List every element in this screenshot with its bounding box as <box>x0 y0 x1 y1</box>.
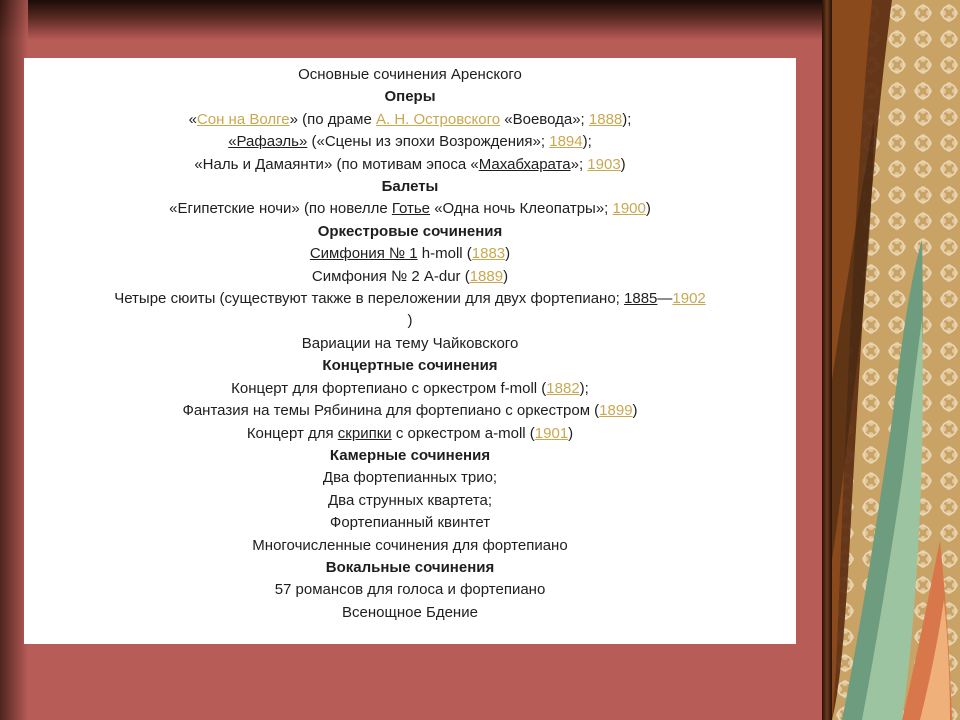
list-item: Вариации на тему Чайковского <box>301 334 519 352</box>
link-symphony-1[interactable]: Симфония № 1 <box>309 245 418 263</box>
link-year-1885[interactable]: 1885 <box>624 290 658 308</box>
list-item: «Рафаэль» («Сцены из эпохи Возрождения»; 1894); <box>228 133 592 151</box>
list-item: 57 романсов для голоса и фортепиано <box>274 581 546 599</box>
link-year-1902[interactable]: 1902 <box>672 290 706 308</box>
list-item: Фортепианный квинтет <box>329 514 491 532</box>
list-item: «Сон на Волге» (по драме А. Н. Островского «Воевода»; 1888); <box>188 110 632 128</box>
slide-title: Основные сочинения Аренского <box>298 66 522 83</box>
link-year[interactable]: 1903 <box>587 155 621 173</box>
list-item: Четыре сюиты (существуют также в переложении для двух фортепиано; 1885—1902 ) <box>114 290 706 330</box>
link-rafael[interactable]: «Рафаэль» <box>228 133 308 151</box>
list-item: Фантазия на темы Рябинина для фортепиано с оркестром (1899) <box>182 402 638 420</box>
list-item: «Наль и Дамаянти» (по мотивам эпоса «Махабхарата»; 1903) <box>194 155 626 173</box>
decorative-side-panel <box>832 0 960 720</box>
link-son-na-volge[interactable]: Сон на Волге <box>196 110 290 128</box>
link-violin[interactable]: скрипки <box>337 424 392 442</box>
link-mahabharata[interactable]: Махабхарата <box>478 155 571 173</box>
top-shadow <box>0 0 830 40</box>
section-heading-vocal: Вокальные сочинения <box>325 558 495 576</box>
link-ostrovsky[interactable]: А. Н. Островского <box>376 110 501 128</box>
link-year[interactable]: 1901 <box>534 424 569 442</box>
list-item: Концерт для скрипки с оркестром a-moll (1901) <box>246 424 574 442</box>
link-year[interactable]: 1889 <box>469 267 504 285</box>
link-year[interactable]: 1882 <box>546 379 580 397</box>
list-item: «Египетские ночи» (по новелле Готье «Одна ночь Клеопатры»; 1900) <box>169 200 651 218</box>
link-year[interactable]: 1894 <box>549 133 583 151</box>
list-item: Два фортепианных трио; <box>322 469 498 487</box>
section-heading-ballets: Балеты <box>381 178 439 196</box>
section-heading-chamber: Камерные сочинения <box>329 446 491 464</box>
section-heading-orchestral: Оркестровые сочинения <box>317 222 503 240</box>
link-year[interactable]: 1883 <box>471 245 506 263</box>
list-item: Симфония № 1 h-moll (1883) <box>309 245 511 263</box>
slide-content <box>24 58 796 644</box>
list-item: Два струнных квартета; <box>327 491 492 509</box>
link-year[interactable]: 1888 <box>588 110 623 128</box>
link-gautier[interactable]: Готье <box>391 200 431 218</box>
section-heading-operas: Оперы <box>384 88 436 106</box>
section-heading-concert: Концертные сочинения <box>322 357 498 375</box>
list-item: Концерт для фортепиано с оркестром f-moll (1882); <box>231 379 589 397</box>
link-year[interactable]: 1900 <box>612 200 646 218</box>
decorative-drape-art <box>832 0 960 720</box>
link-year[interactable]: 1899 <box>599 402 633 420</box>
panel-divider <box>822 0 832 720</box>
list-item: Многочисленные сочинения для фортепиано <box>252 536 568 554</box>
list-item: Симфония № 2 A-dur (1889) <box>311 267 509 285</box>
list-item: Всенощное Бдение <box>342 603 478 621</box>
